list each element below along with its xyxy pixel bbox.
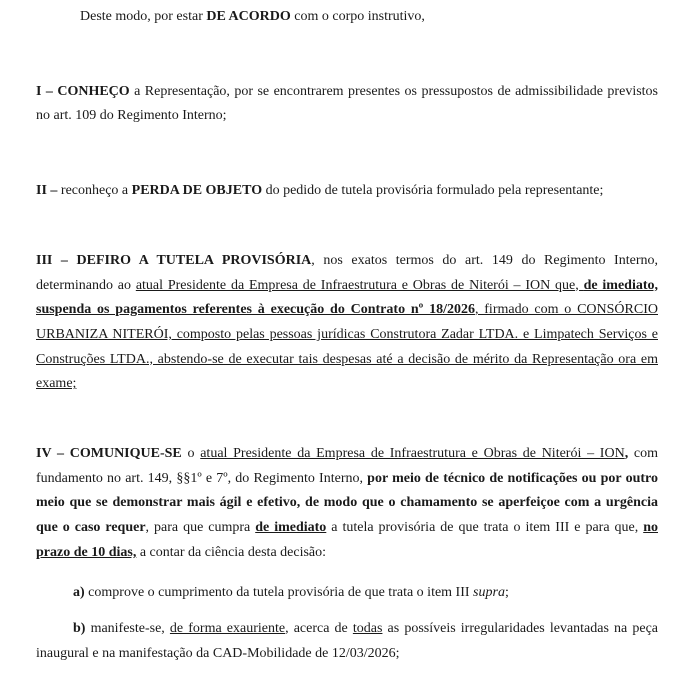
paragraph-sub-a (36, 581, 658, 606)
text-segment: , (624, 446, 629, 462)
text-segment: Deste modo, por estar (80, 9, 207, 24)
text-segment: II – (36, 183, 58, 199)
text-segment: comprove o cumprimento da tutela provisória de que trata o item III (84, 584, 474, 600)
text-segment: o (181, 446, 201, 462)
text-segment: a) (73, 584, 85, 600)
text-segment: I – CONHEÇO (36, 83, 130, 99)
text-segment: com o corpo instrutivo, (290, 9, 425, 24)
paragraph-item-i (36, 80, 658, 129)
paragraph-sub-b (36, 617, 658, 666)
paragraph-item-ii (36, 179, 658, 204)
text-segment: supra (473, 584, 505, 600)
text-segment: DE ACORDO (206, 9, 291, 24)
paragraph-intro (36, 5, 658, 30)
text-segment: a Representação, por se encontrarem presentes os pressupostos de admissibilidade previstos no art. 109 do Regimento Interno; (36, 83, 658, 124)
text-segment: por meio de técnico de notificações ou por outro meio que se demonstrar mais ágil e efetivo, de modo que o chamamento se aperfeiçoe com a urgência que o caso requer (36, 470, 658, 536)
text-segment: PERDA DE OBJETO (131, 183, 263, 199)
text-segment: , para que cumpra (145, 520, 256, 536)
text-segment: b) (73, 621, 86, 637)
text-segment: todas (352, 621, 383, 637)
paragraph-item-iv (36, 442, 658, 566)
text-segment: a contar da ciência desta decisão: (136, 544, 327, 560)
text-segment: de forma exauriente (169, 621, 286, 637)
text-segment: , nos exatos termos do art. 149 do Regimento Interno, determinando ao (36, 252, 658, 293)
text-segment: atual Presidente da Empresa de Infraestrutura e Obras de Niterói – ION que, (135, 277, 584, 293)
text-segment: manifeste-se, (85, 621, 170, 637)
text-segment: a tutela provisória de que trata o item III e para que, (326, 520, 644, 536)
text-segment: no prazo de 10 dias, (36, 520, 658, 560)
text-segment: atual Presidente da Empresa de Infraestrutura e Obras de Niterói – ION (200, 446, 625, 462)
paragraph-item-iii (36, 249, 658, 397)
text-segment: as possíveis irregularidades levantadas na peça inaugural e na manifestação da CAD-Mobilidade de 12/03/2026; (36, 621, 658, 661)
text-segment: ; (504, 584, 509, 600)
text-segment: reconheço a (57, 183, 132, 199)
text-segment: III – DEFIRO A TUTELA PROVISÓRIA (36, 252, 312, 268)
text-segment: , acerca de (285, 621, 353, 637)
text-segment: de imediato (255, 520, 327, 536)
text-segment: com fundamento no art. 149, §§1º e 7º, do Regimento Interno, (36, 446, 659, 486)
text-segment: IV – COMUNIQUE-SE (36, 446, 182, 462)
text-segment: , firmado com o CONSÓRCIO URBANIZA NITERÓI, composto pelas pessoas jurídicas Construtora Zadar LTDA. e Limpatech Serviços e Construções LTDA., abstendo-se de executar tais despesas até a decisão de mérito da Representação ora em exame; (36, 302, 658, 392)
text-segment: do pedido de tutela provisória formulado pela representante; (262, 183, 604, 199)
text-segment: de imediato, suspenda os pagamentos referentes à execução do Contrato nº 18/2026 (36, 277, 658, 318)
